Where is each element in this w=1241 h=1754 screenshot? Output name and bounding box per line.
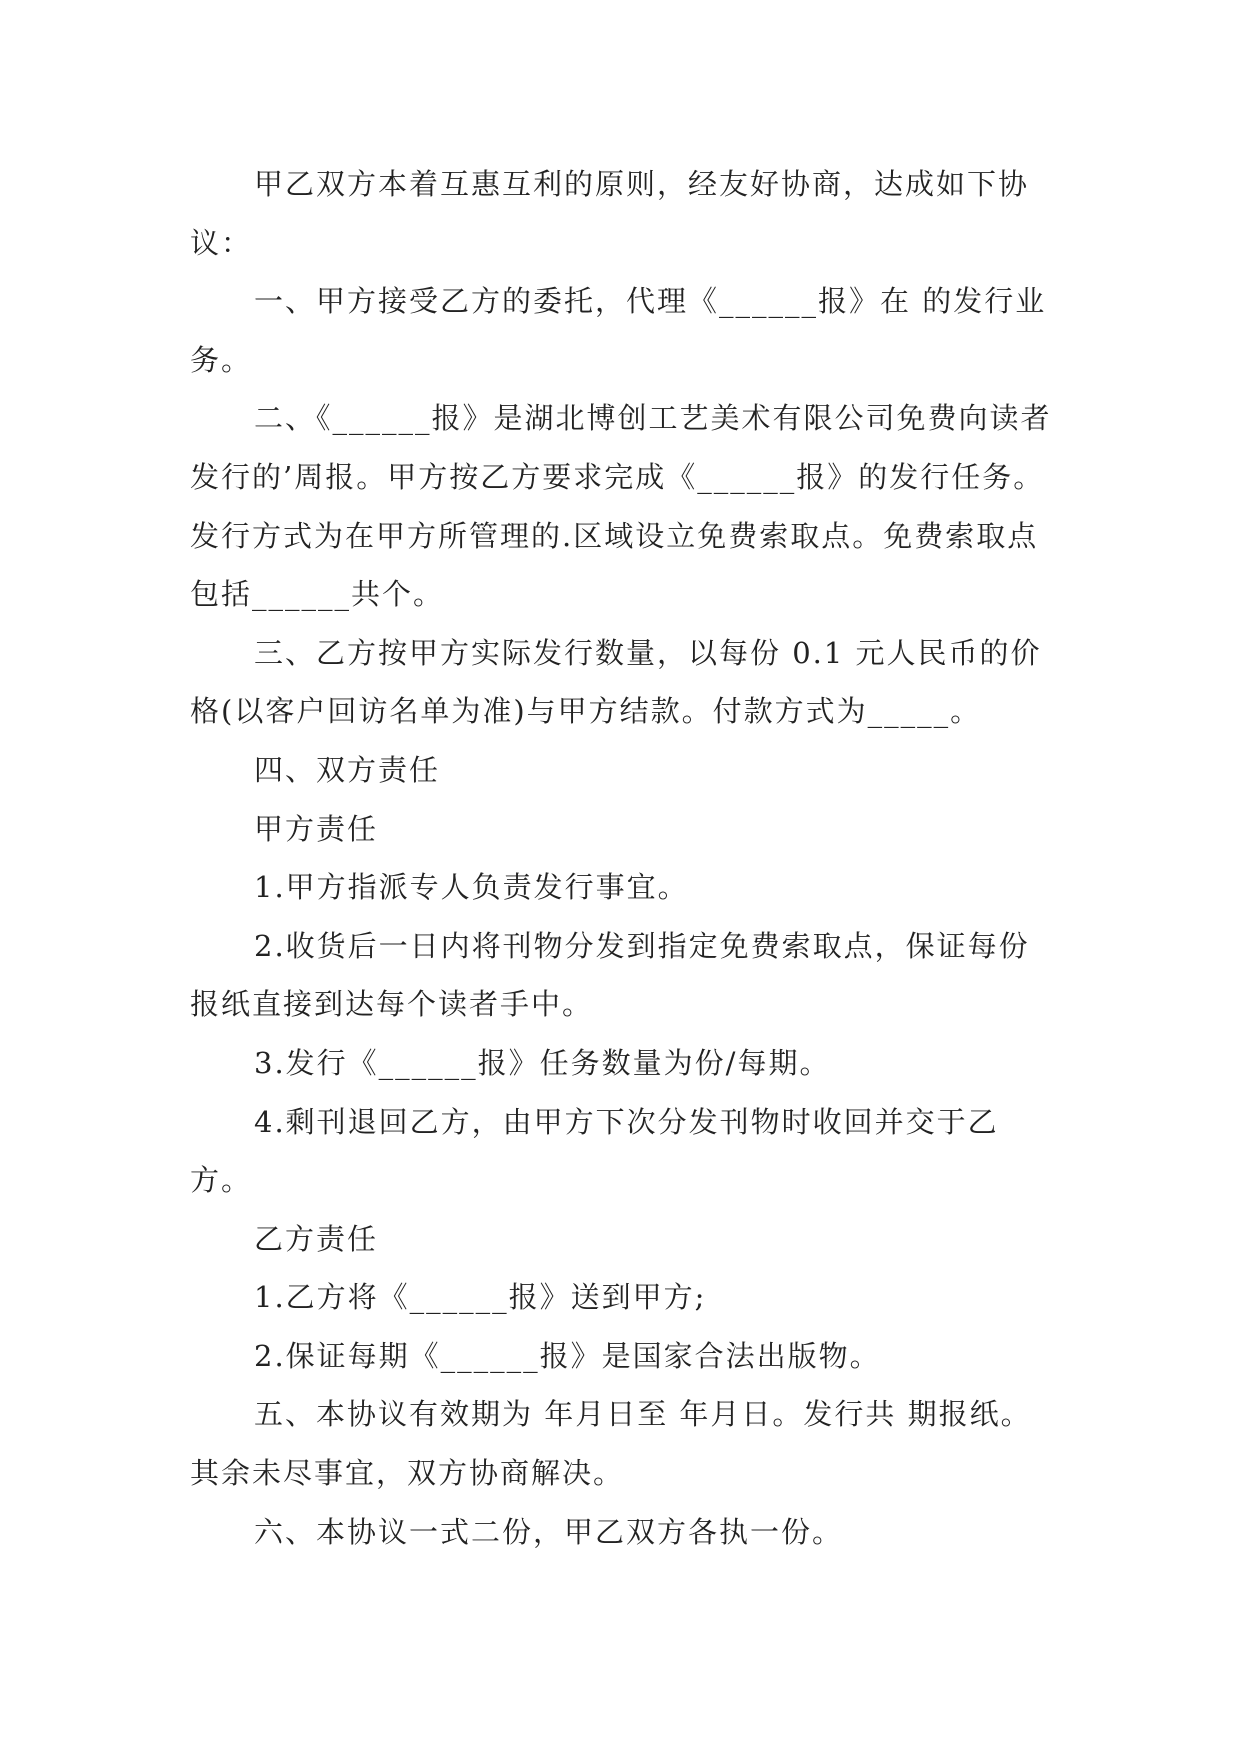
subheading-party-b: 乙方责任 bbox=[254, 1221, 379, 1256]
paragraph-clause-2: 二、《______报》是湖北博创工艺美术有限公司免费向读者发行的’周报。甲方按乙方要求完成《______报》的发行任务。发行方式为在甲方所管理的.区域设立免费索取点。免费索取点包括______共个。 bbox=[190, 401, 1052, 612]
party-a-item-1: 1.甲方指派专人负责发行事宜。 bbox=[254, 870, 689, 905]
paragraph-clause-5: 五、本协议有效期为 年月日至 年月日。发行共 期报纸。其余未尽事宜，双方协商解决。 bbox=[190, 1397, 1032, 1491]
subheading-party-a: 甲方责任 bbox=[254, 811, 379, 846]
heading-responsibilities: 四、双方责任 bbox=[254, 752, 441, 787]
paragraph-intro: 甲乙双方本着互惠互利的原则，经友好协商，达成如下协议： bbox=[190, 167, 1030, 260]
paragraph-clause-6: 六、本协议一式二份，甲乙双方各执一份。 bbox=[254, 1514, 844, 1549]
party-b-item-2: 2.保证每期《______报》是国家合法出版物。 bbox=[254, 1338, 881, 1373]
party-a-item-3: 3.发行《______报》任务数量为份/每期。 bbox=[254, 1045, 831, 1080]
paragraph-clause-3: 三、乙方按甲方实际发行数量，以每份 0.1 元人民币的价格(以客户回访名单为准)与甲方结款。付款方式为_____。 bbox=[190, 635, 1042, 729]
party-a-item-2: 2.收货后一日内将刊物分发到指定免费索取点，保证每份报纸直接到达每个读者手中。 bbox=[190, 928, 1030, 1022]
agreement-body bbox=[190, 155, 1058, 1561]
paragraph-clause-1: 一、甲方接受乙方的委托，代理《______报》在 的发行业务。 bbox=[190, 284, 1047, 377]
party-a-item-4: 4.剩刊退回乙方，由甲方下次分发刊物时收回并交于乙方。 bbox=[190, 1104, 999, 1198]
party-b-item-1: 1.乙方将《______报》送到甲方; bbox=[254, 1280, 707, 1315]
